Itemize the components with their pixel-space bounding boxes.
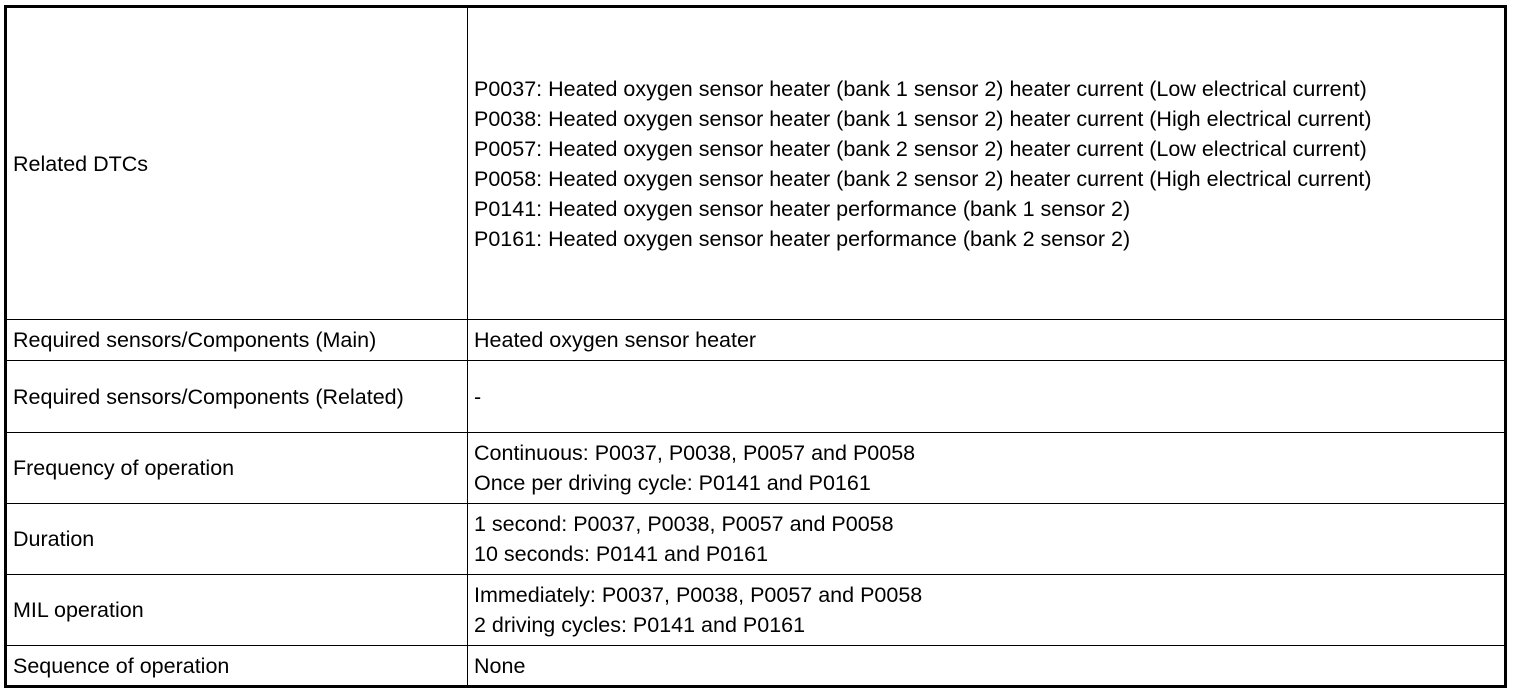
row-value: None [468, 646, 1506, 687]
value-line: 2 driving cycles: P0141 and P0161 [474, 613, 806, 637]
table-row-required-related [6, 361, 1506, 433]
row-label: MIL operation [6, 575, 468, 646]
dtc-entry: P0141: Heated oxygen sensor heater performance (bank 1 sensor 2) [474, 196, 1131, 221]
table-row-required-main [6, 320, 1506, 361]
table-row-duration [6, 504, 1506, 575]
value-line: Once per driving cycle: P0141 and P0161 [474, 471, 871, 495]
value-line: Immediately: P0037, P0038, P0057 and P0058 [474, 583, 923, 607]
dtc-entry: P0037: Heated oxygen sensor heater (bank 1 sensor 2) heater current (Low electrical current) [474, 76, 1367, 101]
row-label: Required sensors/Components (Related) [6, 361, 468, 433]
row-label: Duration [6, 504, 468, 575]
value-line: 1 second: P0037, P0038, P0057 and P0058 [474, 512, 894, 536]
dtc-entry: P0057: Heated oxygen sensor heater (bank 2 sensor 2) heater current (Low electrical current) [474, 136, 1367, 161]
row-label: Sequence of operation [6, 646, 468, 687]
row-value [468, 7, 1506, 320]
row-value: - [468, 361, 1506, 433]
row-label: Related DTCs [6, 7, 468, 320]
table-row-related-dtcs [6, 7, 1506, 320]
value-line: 10 seconds: P0141 and P0161 [474, 542, 769, 566]
table-row-sequence [6, 646, 1506, 687]
table-row-frequency [6, 433, 1506, 504]
dtc-entry: P0161: Heated oxygen sensor heater performance (bank 2 sensor 2) [474, 226, 1131, 251]
row-value [468, 504, 1506, 575]
dtc-entry: P0038: Heated oxygen sensor heater (bank 1 sensor 2) heater current (High electrical current) [474, 106, 1372, 131]
dtc-entry: P0058: Heated oxygen sensor heater (bank 2 sensor 2) heater current (High electrical current) [474, 166, 1372, 191]
row-value: Heated oxygen sensor heater [468, 320, 1506, 361]
row-label: Required sensors/Components (Main) [6, 320, 468, 361]
row-label: Frequency of operation [6, 433, 468, 504]
row-value [468, 433, 1506, 504]
value-line: Continuous: P0037, P0038, P0057 and P0058 [474, 441, 916, 465]
row-value [468, 575, 1506, 646]
dtc-specification-table [4, 5, 1507, 688]
table-row-mil-operation [6, 575, 1506, 646]
